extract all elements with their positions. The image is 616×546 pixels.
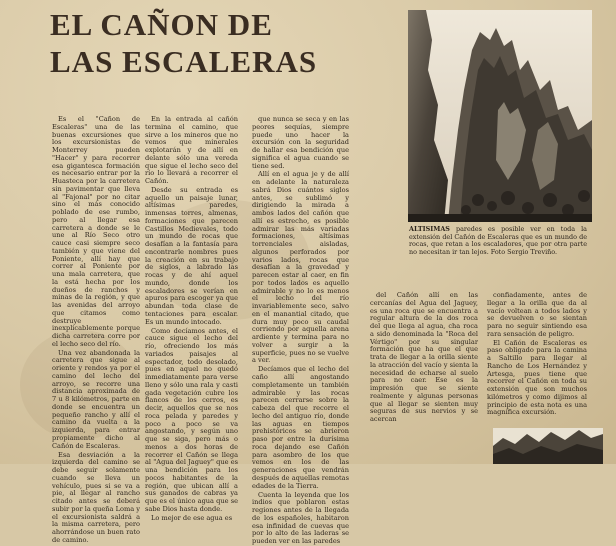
text-column-3 [252,115,349,546]
photo-caption [409,226,587,256]
paragraph: Esa desviación a la izquierda del camino se debe seguir solamente cuando se lleva un vehículo, pues si se va a pie, al llegar al rancho citado antes se deberá subir por la queña Loma y el excursionista saldrá a la misma carretera, pero ahorrándose un buen rato de camino. [52,450,140,544]
text-column-4 [370,292,478,464]
paragraph: Una vez abandonada la carretera que sigue al oriente y rendos ya por el camino del lecho del arroyo, se recorre una distancia aproximada de 7 u 8 kilómetros, parte en donde se encuentra un pequeño rancho y allí el camino da vuelta a la izquierda, para entrar propiamente dicho al Cañón de Escaleras. [52,348,140,450]
title-line-2: LAS ESCALERAS [50,44,318,79]
paragraph: Cuenta la leyenda que los indios que poblaron estas regiones antes de la llegada de los españoles, habitaron esa infinidad de cuevas que por lo alto de las laderas se pueden ver en las paredes [252,490,349,546]
paragraph: Lo mejor de ese agua es [151,513,233,522]
paragraph: Es el "Cañon de Escaleras" una de las buenas excursiones que los excursionistas de Monterrey pueden "Hacer" y para recorrer esa gigantesca formación es necesario entrar por la Huasteca por la carretera sin pavimentar que lleva al "Fajonal" por no citar sino el más conocido poblado de ese rumbo, pero al llegar esa carretera a donde se le une al Río Seco otro cauce casi siempre seco también y que viene del Poniente, allí hay que correr al Poniente por una mala carretera, que la está hecha por los dueños de ranchos y minas de la región, y que las avenidas del arroyo que citamos como destruye inexplicablemente porque dicha carretera corre por el lecho seco del río. [52,115,140,348]
second-photo-image [493,428,603,464]
paragraph: del Cañón allí en las cercanías del Agua del Jaguey, es una roca que se encuentra a regular altura de la dos roca del que llega al agua, cha roca a sido denominada la "Roca del Vértigo" por su singular formación que ha que el que trata de llegar a la orilla siente la atracción del vacío y sienta la necesidad de echarse al suelo para no caer. Ese es la impresión que se siente realmente y algunas personas que al llegar se sienten muy seguras de sus nervios y se acercan [370,291,478,423]
paragraph: Decíamos que el lecho del caño allí angostando completamente un también admirable y las rocas parecen cerrarse sobre la cabeza del que recorre el lecho del antiguo río, donde las aguas en tiempos prehistóricos se abrieron paso por entre la durísima roca dejando ese Cañón para asombro de los que vemos en los de las generaciones que vendrán después de aquellas remotas edades de la Tierra. [252,365,349,490]
title-line-1: EL CAÑON DE [50,7,273,42]
paragraph: Desde su entrada es aquello un paisaje lunar, altísimas paredes, inmensas torres, almenas, formaciones que parecen Castillos Medievales, todo un mundo de rocas que desafían a la fantasía para encontrarle nombres pues la creación en su trabajo de siglos, a labrado las rocas y de ahí aquel mundo, donde los escaladores se verían en apuros para escoger ya que abundan toda clase de tentaciones para escalar. Es un mundo intocado. [145,185,238,326]
text-column-2 [145,115,238,522]
paragraph: En la entrada al cañón termina el camino, que sirve a los mineros que no vemos que minerales explotarán y de allí en delante sólo una vereda que sigue el lecho seco del río lo llevará a recorrer el Cañón. [145,115,238,185]
paragraph: El Cañón de Escaleras es paso obligado para la camina a Saltillo para llegar al Rancho de Los Hernández y Artesga, pues tiene que recorrer el Cañón en toda su extensión que son muchos kilómetros y como dijimos al principio de esta nota es una magnífica excursión. [487,338,587,417]
paragraph: que nunca se seca y en las peores sequías, siempre puede uno hacer la excursión con la seguridad de hallar esa bendición que significa el agua cuando se tiene sed. [252,115,349,170]
caption-body: paredes es posible ver en toda la extensión del Cañón de Escaleras que es un mundo de rocas, que retan a los escaladores, que por otra parte no necesitan ir tan lejos. Foto Sergio Treviño. [409,225,587,256]
text-column-1 [52,115,140,544]
paragraph: Como decíamos antes, el cauce sigue el lecho del río, ofreciendo los más variados paisajes al espectador, todo desolado, pues en aquel no quedó inmediatamente para verse lleno y sólo una rala y casti gada vegetación cubre los flancos de los cerros, es decir, aquellos que se nos roca pelada y paredes y poco a poco se va angostando, y según uno que se siga, pero más o menos a dos horas de recorrer el Cañón se llega al "Agua del Jaguey" que es una bendición para los pocos habitantes de la región, que ubican allí a sus ganados de cabras ya que es el único agua que se sabe Dios hasta donde. [145,326,238,513]
caption-head: ALTISIMAS [409,225,450,233]
paragraph: Allí en el agua je y de allí en adelante la naturaleza sabrá Dios cuántos siglos antes, se sublimó y dirigiendo la mirada a ambos lados del cañón que allí es estrecho, es posible admirar las más variadas formaciones, altísimas torrenciales aisladas, algunos perforados por varios lados, rocas que desafían a la gravedad y parecen estar al caer, en fin por todos lados es aquello admirable y no lo es menos el lecho del río invariablemente seco, salvo en el manantial citado, que dura muy poco su caudal corriendo por aquella arena ardiente y termina para no volver a surgir a la superficie, pues no se vuelve a ver. [252,170,349,365]
second-photo [493,428,603,464]
article-title [50,6,380,80]
canyon-photo [408,10,592,222]
paragraph: confiadamente, antes de llegar a la orilla que da al vacío voltean a todos lados y se devuelven o se sientan para no seguir sintiendo esa rara sensación de peligro. [487,291,587,338]
canyon-photo-image [408,10,592,222]
